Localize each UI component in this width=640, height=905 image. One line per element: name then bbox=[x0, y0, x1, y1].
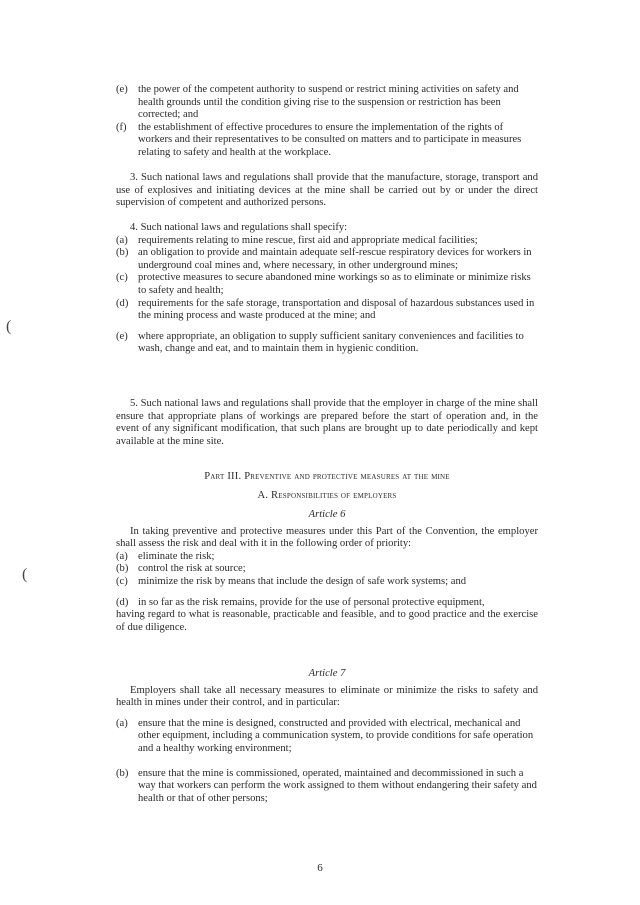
margin-mark: ( bbox=[22, 566, 28, 583]
item-label: (b) bbox=[116, 767, 129, 779]
item-text: eliminate the risk; bbox=[138, 550, 215, 562]
margin-mark: ( bbox=[6, 318, 12, 335]
item-label: (e) bbox=[116, 84, 128, 95]
section2-items bbox=[116, 84, 538, 160]
list-item bbox=[116, 597, 538, 610]
item-label: (a) bbox=[116, 234, 128, 246]
item-label: (c) bbox=[116, 575, 128, 587]
paragraph-5 bbox=[116, 398, 538, 448]
article-title: Article 6 bbox=[308, 509, 346, 520]
part-heading: Part III. Preventive and protective measures at the mine bbox=[204, 471, 450, 482]
item-label: (b) bbox=[116, 247, 129, 259]
item-label: (d) bbox=[116, 596, 129, 608]
item-text: an obligation to provide and maintain adequate self-rescue respiratory devices for workers in underground coal mines and, where necessary, in other underground mines; bbox=[138, 247, 532, 271]
paragraph-4 bbox=[116, 222, 538, 356]
item-label: (c) bbox=[116, 272, 128, 284]
paragraph-text: 5. Such national laws and regulations shall provide that the employer in charge of the mine shall ensure that appropriate plans of workings are prepared before the start of operation and, in the event of any significant modification, that such plans are brought up to date periodically and kept available at the mine site. bbox=[116, 398, 538, 447]
list-item bbox=[116, 122, 538, 160]
item-text: control the risk at source; bbox=[138, 563, 246, 575]
item-label: (f) bbox=[116, 121, 127, 133]
item-label: (b) bbox=[116, 563, 129, 575]
item-text: ensure that the mine is designed, constructed and provided with electrical, mechanical and other equipment, including a communication system, to provide conditions for safe operation and a healthy working environment; bbox=[138, 717, 534, 754]
item-text: minimize the risk by means that include the design of safe work systems; and bbox=[138, 575, 467, 587]
article-closing: having regard to what is reasonable, practicable and feasible, and to good practice and the exercise of due diligence. bbox=[116, 609, 538, 633]
list-item bbox=[116, 576, 538, 589]
list-item bbox=[116, 272, 538, 297]
list-item bbox=[116, 84, 538, 122]
item-text: ensure that the mine is commissioned, operated, maintained and decommissioned in such a way that workers can perform the work assigned to them without endangering their safety and health or that of other persons; bbox=[138, 767, 537, 804]
paragraph-3 bbox=[116, 172, 538, 210]
item-label: (d) bbox=[116, 297, 129, 309]
list-item bbox=[116, 563, 538, 576]
item-text: requirements for the safe storage, transportation and disposal of hazardous substances used in the mining process and waste produced at the mine; and bbox=[138, 297, 535, 322]
item-text: in so far as the risk remains, provide for the use of personal protective equipment, bbox=[138, 596, 485, 608]
item-text: protective measures to secure abandoned mine workings so as to eliminate or minimize risks to safety and health; bbox=[138, 272, 531, 296]
list-item bbox=[116, 235, 538, 248]
list-item bbox=[116, 768, 538, 806]
list-item bbox=[116, 331, 538, 356]
paragraph-intro: 4. Such national laws and regulations shall specify: bbox=[130, 222, 348, 233]
item-text: where appropriate, an obligation to supply sufficient sanitary conveniences and facilities to wash, change and eat, and to maintain them in hygienic condition. bbox=[138, 330, 524, 355]
item-text: the power of the competent authority to suspend or restrict mining activities on safety and health grounds until the condition giving rise to the suspension or restriction has been corrected; and bbox=[138, 84, 519, 121]
section-subheading: A. Responsibilities of employers bbox=[257, 489, 397, 501]
item-label: (a) bbox=[116, 717, 128, 729]
article-6 bbox=[116, 509, 538, 634]
list-item bbox=[116, 551, 538, 564]
paragraph-text: 3. Such national laws and regulations shall provide that the manufacture, storage, transport and use of explosives and initiating devices at the mine shall be carried out by or under the direct supervision of competent and authorized persons. bbox=[116, 172, 538, 209]
article-intro: In taking preventive and protective measures under this Part of the Convention, the employer shall assess the risk and deal with it in the following order of priority: bbox=[116, 525, 538, 550]
article-7 bbox=[116, 668, 538, 805]
article-title: Article 7 bbox=[308, 668, 346, 679]
list-item bbox=[116, 247, 538, 272]
item-text: requirements relating to mine rescue, first aid and appropriate medical facilities; bbox=[138, 234, 478, 246]
list-item bbox=[116, 298, 538, 323]
part-heading-block bbox=[116, 471, 538, 502]
item-text: the establishment of effective procedures to ensure the implementation of the rights of workers and their representatives to be consulted on matters and to participate in measures relating to safety and health at the workplace. bbox=[138, 121, 522, 158]
item-label: (e) bbox=[116, 330, 128, 342]
article-intro: Employers shall take all necessary measures to eliminate or minimize the risks to safety and health in mines under their control, and in particular: bbox=[116, 684, 538, 709]
list-item bbox=[116, 718, 538, 756]
item-label: (a) bbox=[116, 550, 128, 562]
page-number: 6 bbox=[317, 862, 323, 874]
